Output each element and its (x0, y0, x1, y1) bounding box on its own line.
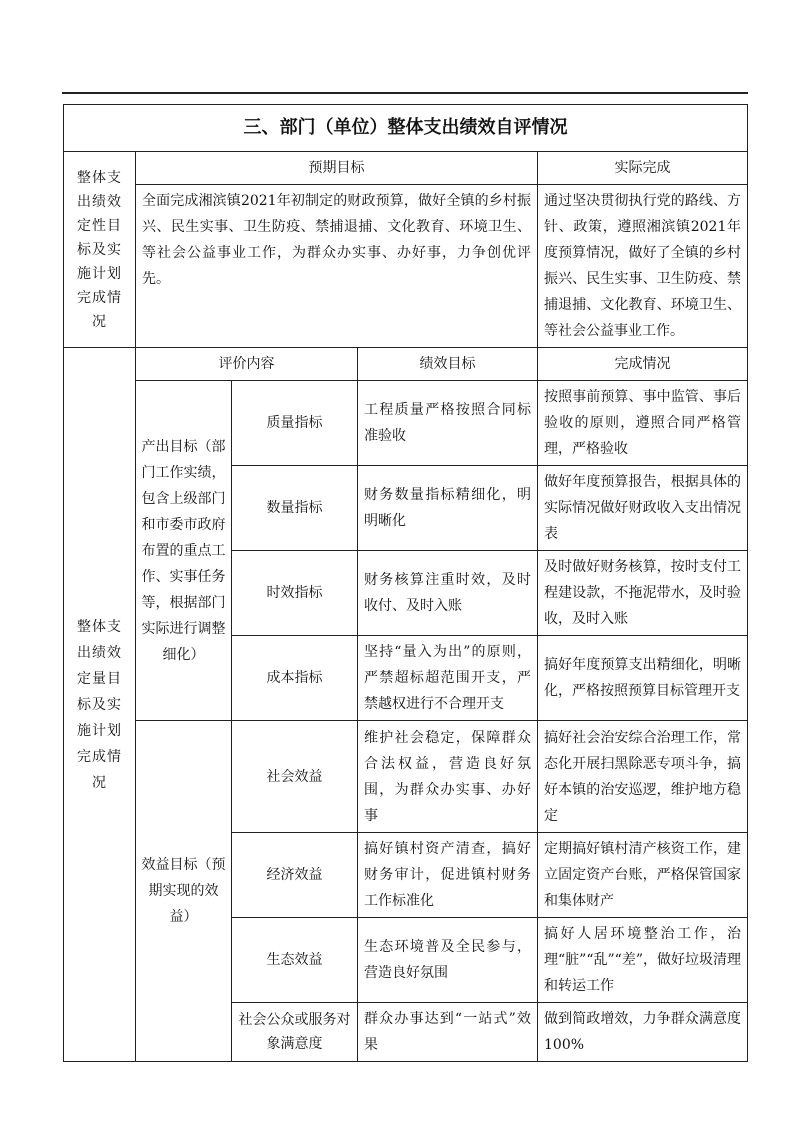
target-quality: 工程质量严格按照合同标准验收 (358, 381, 538, 466)
header-completion: 完成情况 (538, 348, 748, 381)
indicator-quantity: 数量指标 (232, 466, 358, 551)
indicator-quality: 质量指标 (232, 381, 358, 466)
target-cost: 坚持“量入为出”的原则，严禁超标超范围开支，严禁越权进行不合理开支 (358, 636, 538, 721)
completion-cost: 搞好年度预算支出精细化，明晰化，严格按照预算目标管理开支 (538, 636, 748, 721)
self-evaluation-table (63, 104, 748, 1062)
completion-social: 搞好社会治安综合治理工作，常态化开展扫黑除恶专项斗争，搞好本镇的治安巡逻，维护地方稳定 (538, 721, 748, 833)
target-ecological: 生态环境普及全民参与，营造良好氛围 (358, 918, 538, 1003)
target-quantity: 财务数量指标精细化，明明晰化 (358, 466, 538, 551)
indicator-ecological: 生态效益 (232, 918, 358, 1003)
header-content: 评价内容 (136, 348, 358, 381)
completion-quantity: 做好年度预算报告，根据具体的实际情况做好财政收入支出情况表 (538, 466, 748, 551)
page-top-rule (62, 92, 748, 94)
completion-quality: 按照事前预算、事中监管、事后验收的原则，遵照合同严格管理，严格验收 (538, 381, 748, 466)
table-title: 三、部门（单位）整体支出绩效自评情况 (64, 105, 748, 152)
completion-timeliness: 及时做好财务核算，按时支付工程建设款，不拖泥带水，及时验收，及时入账 (538, 551, 748, 636)
indicator-satisfaction: 社会公众或服务对象满意度 (232, 1003, 358, 1062)
indicator-timeliness: 时效指标 (232, 551, 358, 636)
target-economic: 搞好镇村资产清查，搞好财务审计，促进镇村财务工作标准化 (358, 833, 538, 918)
expected-header: 预期目标 (136, 152, 538, 185)
expected-text: 全面完成湘滨镇2021年初制定的财政预算，做好全镇的乡村振兴、民生实事、卫生防疫、禁捕退捕、文化教育、环境卫生、等社会公益事业工作，为群众办实事、办好事，力争创优评先。 (136, 185, 538, 348)
actual-text: 通过坚决贯彻执行党的路线、方针、政策，遵照湘滨镇2021年度预算情况，做好了全镇的乡村振兴、民生实事、卫生防疫、禁捕退捕、文化教育、环境卫生、等社会公益事业工作。 (538, 185, 748, 348)
actual-header: 实际完成 (538, 152, 748, 185)
output-group-label: 产出目标（部门工作实绩，包含上级部门和市委市政府布置的重点工作、实事任务等，根据部门实际进行调整细化） (136, 381, 232, 721)
indicator-economic: 经济效益 (232, 833, 358, 918)
completion-ecological: 搞好人居环境整治工作，治理“脏”“乱”“差”，做好垃圾清理和转运工作 (538, 918, 748, 1003)
indicator-cost: 成本指标 (232, 636, 358, 721)
qualitative-side-label: 整体支出绩效定性目标及实施计划完成情况 (64, 152, 136, 348)
completion-satisfaction: 做到简政增效，力争群众满意度100% (538, 1003, 748, 1062)
target-satisfaction: 群众办事达到“一站式”效果 (358, 1003, 538, 1062)
target-timeliness: 财务核算注重时效，及时收付、及时入账 (358, 551, 538, 636)
target-social: 维护社会稳定，保障群众合法权益，营造良好氛围，为群众办实事、办好事 (358, 721, 538, 833)
indicator-social: 社会效益 (232, 721, 358, 833)
benefit-group-label: 效益目标（预期实现的效益） (136, 721, 232, 1062)
quantitative-side-label: 整体支出绩效定量目标及实施计划完成情况 (64, 348, 136, 1062)
completion-economic: 定期搞好镇村清产核资工作，建立固定资产台账，严格保管国家和集体财产 (538, 833, 748, 918)
header-target: 绩效目标 (358, 348, 538, 381)
